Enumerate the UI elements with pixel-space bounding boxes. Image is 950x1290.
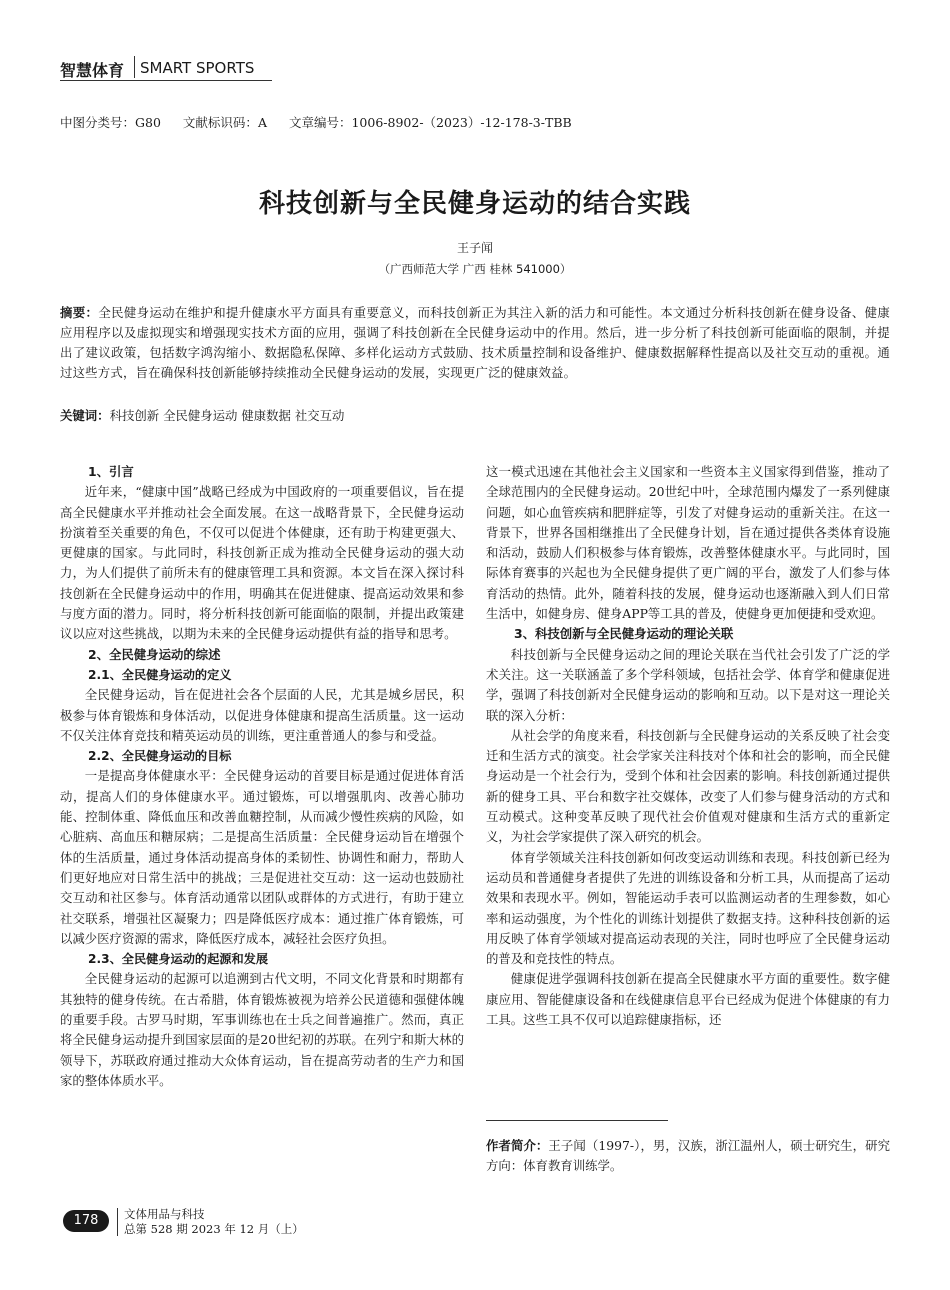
column-name-en: SMART SPORTS xyxy=(140,59,255,77)
author-name: 王子闻 xyxy=(456,241,493,255)
issue-info: 总第 528 期 2023 年 12 月（上） xyxy=(124,1222,304,1236)
keywords xyxy=(60,406,890,426)
journal-name: 文体用品与科技 xyxy=(124,1207,205,1221)
section-heading: 1、引言 xyxy=(88,464,134,479)
page-number: 178 xyxy=(63,1210,109,1232)
header-separator xyxy=(134,56,135,78)
paragraph: 全民健身运动的起源可以追溯到古代文明，不同文化背景和时期都有其独特的健身传统。在古希腊，体育锻炼被视为培养公民道德和强健体魄的重要手段。古罗马时期，军事训练也在士兵之间普遍推广。然而，真正将全民健身运动提升到国家层面的是20世纪初的苏联。在列宁和斯大林的领导下，苏联政府通过推动大众体育运动，旨在提高劳动者的生产力和国家的整体体质水平。 xyxy=(60,971,464,1088)
paragraph: 体育学领域关注科技创新如何改变运动训练和表现。科技创新已经为运动员和普通健身者提供了先进的训练设备和分析工具，从而提高了运动效果和表现水平。例如，智能运动手表可以监测运动者的生理参数，如心率和运动强度，为个性化的训练计划提供了数据支持。这种科技创新的运用反映了体育学领域对提高运动表现的关注，同时也呼应了全民健身运动的普及和竞技性的特点。 xyxy=(486,849,890,967)
keywords-text: 科技创新 全民健身运动 健康数据 社交互动 xyxy=(109,408,345,423)
article-meta xyxy=(60,113,572,131)
header-rule xyxy=(60,80,272,81)
footer-separator xyxy=(117,1208,118,1236)
clc-value: G80 xyxy=(135,115,161,130)
doc-code-value: A xyxy=(257,115,267,130)
paragraph: 近年来，“健康中国”战略已经成为中国政府的一项重要倡议，旨在提高全民健康水平并推动社会全面发展。在这一战略背景下，全民健身运动扮演着至关重要的角色，不仅可以促进个体健康，还有助于构建更强大、更健康的国家。与此同时，科技创新正成为推动全民健身运动的强大动力，为人们提供了前所未有的健康管理工具和资源。本文旨在深入探讨科技创新在全民健身运动中的作用，明确其在促进健康、提高运动效果和参与度方面的潜力。同时，将分析科技创新可能面临的限制，并提出政策建议以应对这些挑战，以期为未来的全民健身运动提供有益的指导和思考。 xyxy=(60,484,464,642)
abstract-text: 全民健身运动在维护和提升健康水平方面具有重要意义，而科技创新正为其注入新的活力和可能性。本文通过分析科技创新在健身设备、健康应用程序以及虚拟现实和增强现实技术方面的应用，强调了科技创新在全民健身运动中的作用。然后，进一步分析了科技创新可能面临的限制，并提出了建议政策，包括数字鸿沟缩小、数据隐私保障、多样化运动方式鼓励、技术质量控制和设备维护、健康数据解释性提高以及社交互动的重视。通过这些方式，旨在确保科技创新能够持续推动全民健身运动的发展，实现更广泛的健康效益。 xyxy=(60,305,890,380)
paragraph: 全民健身运动，旨在促进社会各个层面的人民，尤其是城乡居民，积极参与体育锻炼和身体活动，以促进身体健康和提高生活质量。这一运动不仅关注体育竞技和精英运动员的训练，更注重普通人的参与和受益。 xyxy=(60,687,464,743)
right-column xyxy=(486,462,890,1030)
section-heading: 2、全民健身运动的综述 xyxy=(88,646,221,662)
article-number-label: 文章编号： xyxy=(288,115,352,130)
paragraph: 一是提高身体健康水平：全民健身运动的首要目标是通过促进体育活动，提高人们的身体健康水平。通过锻炼，可以增强肌肉、改善心肺功能、控制体重、降低血压和改善血糖控制，从而减少慢性疾病的风险，如心脏病、高血压和糖尿病；二是提高生活质量：全民健身运动旨在增强个体的生活质量，通过身体活动提高身体的柔韧性、协调性和耐力，帮助人们更好地应对日常生活中的挑战；三是促进社交互动：这一运动也鼓励社交互动和社区参与。体育活动通常以团队或群体的方式进行，有助于建立社交联系，增强社区凝聚力；四是降低医疗成本：通过推广体育锻炼，可以减少医疗资源的需求，降低医疗成本，减轻社会医疗负担。 xyxy=(60,768,464,946)
abstract xyxy=(60,303,890,383)
footnote-label: 作者简介： xyxy=(486,1138,549,1153)
paragraph: 这一模式迅速在其他社会主义国家和一些资本主义国家得到借鉴，推动了全球范围内的全民健身运动。20世纪中叶，全球范围内爆发了一系列健康问题，如心血管疾病和肥胖症等，引发了对健身运动的重新关注。在这一背景下，世界各国相继推出了全民健身计划，旨在通过提供各类体育设施和活动，鼓励人们积极参与体育锻炼，改善整体健康水平。与此同时，国际体育赛事的兴起也为全民健身提供了更广阔的平台，激发了人们参与体育活动的热情。此外，随着科技的发展，健身运动也逐渐融入到人们日常生活中，如健身房、健身APP等工具的普及，使健身更加便捷和受欢迎。 xyxy=(486,464,890,622)
subsection-heading: 2.1、全民健身运动的定义 xyxy=(88,667,232,682)
author-footnote xyxy=(486,1136,890,1176)
paper-title: 科技创新与全民健身运动的结合实践 xyxy=(258,189,691,219)
keywords-label: 关键词： xyxy=(60,408,110,423)
abstract-label: 摘要： xyxy=(60,305,99,320)
column-name-cn: 智慧体育 xyxy=(60,61,125,80)
clc-label: 中图分类号： xyxy=(60,115,136,130)
paragraph: 健康促进学强调科技创新在提高全民健康水平方面的重要性。数字健康应用、智能健康设备和在线健康信息平台已经成为促进个体健康的有力工具。这些工具不仅可以追踪健康指标，还 xyxy=(486,971,890,1028)
author-affiliation: （广西师范大学 广西 桂林 541000） xyxy=(378,262,572,276)
footnote-rule xyxy=(486,1120,668,1121)
paragraph: 从社会学的角度来看，科技创新与全民健身运动的关系反映了社会变迁和生活方式的演变。社会学家关注科技对个体和社会的影响，而全民健身运动是一个社会行为，受到个体和社会因素的影响。科技创新通过提供新的健身工具、平台和数字社交媒体，改变了人们参与健身活动的方式和互动模式。这种变革反映了现代社会价值观对健康和生活方式的重新定义，为社会学家提供了深入研究的机会。 xyxy=(486,727,890,845)
subsection-heading: 2.2、全民健身运动的目标 xyxy=(88,749,232,764)
doc-code-label: 文献标识码： xyxy=(182,115,258,130)
subsection-heading: 2.3、全民健身运动的起源和发展 xyxy=(88,952,269,967)
section-heading: 3、科技创新与全民健身运动的理论关联 xyxy=(514,626,734,642)
article-number-value: 1006-8902-（2023）-12-178-3-TBB xyxy=(351,115,572,130)
footnote-text: 王子闻（1997-），男，汉族，浙江温州人，硕士研究生，研究方向：体育教育训练学。 xyxy=(486,1138,890,1173)
paragraph: 科技创新与全民健身运动之间的理论关联在当代社会引发了广泛的学术关注。这一关联涵盖了多个学科领域，包括社会学、体育学和健康促进学，强调了科技创新对全民健身运动的影响和互动。以下是对这一理论关联的深入分析： xyxy=(486,646,890,723)
left-column xyxy=(60,462,464,1091)
